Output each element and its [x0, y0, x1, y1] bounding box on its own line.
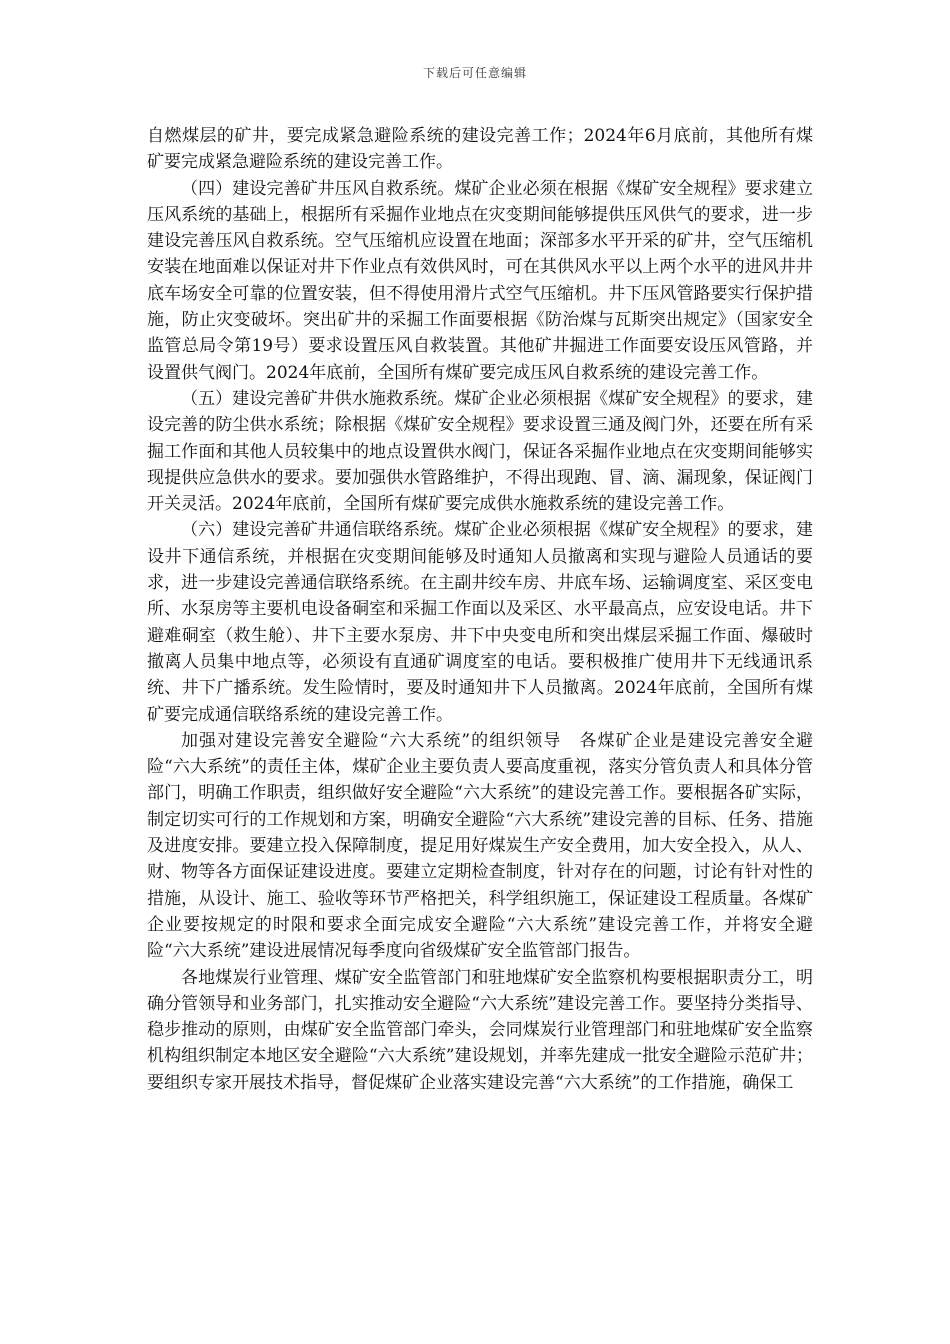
paragraph-2: （四）建设完善矿井压风自救系统。煤矿企业必须在根据《煤矿安全规程》要求建立压风系统的基础上，根据所有采掘作业地点在灾变期间能够提供压风供气的要求，进一步建设完善压风自救系统。空气压缩机应设置在地面；深部多水平开采的矿井，空气压缩机安装在地面难以保证对井下作业点有效供风时，可在其供风水平以上两个水平的进风井井底车场安全可靠的位置安装，但不得使用滑片式空气压缩机。井下压风管路要实行保护措施，防止灾变破坏。突出矿井的采掘工作面要根据《防治煤与瓦斯突出规定》（国家安全监管总局令第19号）要求设置压风自救装置。其他矿井掘进工作面要安设压风管路，并设置供气阀门。2024年底前，全国所有煤矿要完成压风自救系统的建设完善工作。: [147, 178, 813, 383]
paragraph-1: 自燃煤层的矿井，要完成紧急避险系统的建设完善工作；2024年6月底前，其他所有煤矿要完成紧急避险系统的建设完善工作。: [147, 126, 813, 173]
paragraph-6: 各地煤炭行业管理、煤矿安全监管部门和驻地煤矿安全监察机构要根据职责分工，明确分管领导和业务部门，扎实推动安全避险“六大系统”建设完善工作。要坚持分类指导、稳步推动的原则，由煤矿安全监管部门牵头，会同煤炭行业管理部门和驻地煤矿安全监察机构组织制定本地区安全避险“六大系统”建设规划，并率先建成一批安全避险示范矿井；要组织专家开展技术指导，督促煤矿企业落实建设完善“六大系统”的工作措施，确保工: [147, 967, 813, 1093]
paragraph-3: （五）建设完善矿井供水施救系统。煤矿企业必须根据《煤矿安全规程》的要求，建设完善的防尘供水系统；除根据《煤矿安全规程》要求设置三通及阀门外，还要在所有采掘工作面和其他人员较集中的地点设置供水阀门，保证各采掘作业地点在灾变期间能够实现提供应急供水的要求。要加强供水管路维护，不得出现跑、冒、滴、漏现象，保证阀门开关灵活。2024年底前，全国所有煤矿要完成供水施救系统的建设完善工作。: [147, 388, 813, 515]
paragraph-4: （六）建设完善矿井通信联络系统。煤矿企业必须根据《煤矿安全规程》的要求，建设井下通信系统，并根据在灾变期间能够及时通知人员撤离和实现与避险人员通话的要求，进一步建设完善通信联络系统。在主副井绞车房、井底车场、运输调度室、采区变电所、水泵房等主要机电设备硐室和采掘工作面以及采区、水平最高点，应安设电话。井下避难硐室（救生舱）、井下主要水泵房、井下中央变电所和突出煤层采掘工作面、爆破时撤离人员集中地点等，必须设有直通矿调度室的电话。要积极推广使用井下无线通讯系统、井下广播系统。发生险情时，要及时通知井下人员撤离。2024年底前，全国所有煤矿要完成通信联络系统的建设完善工作。: [147, 520, 813, 725]
page-header: 下载后可任意编辑: [422, 66, 527, 80]
document-body: [147, 123, 813, 1096]
paragraph-5: 加强对建设完善安全避险“六大系统”的组织领导 各煤矿企业是建设完善安全避险“六大系统”的责任主体，煤矿企业主要负责人要高度重视，落实分管负责人和具体分管部门，明确工作职责，组织做好安全避险“六大系统”的建设完善工作。要根据各矿实际，制定切实可行的工作规划和方案，明确安全避险“六大系统”建设完善的目标、任务、措施及进度安排。要建立投入保障制度，提足用好煤炭生产安全费用，加大安全投入，从人、财、物等各方面保证建设进度。要建立定期检查制度，针对存在的问题，讨论有针对性的措施，从设计、施工、验收等环节严格把关，科学组织施工，保证建设工程质量。各煤矿企业要按规定的时限和要求全面完成安全避险“六大系统”建设完善工作，并将安全避险“六大系统”建设进展情况每季度向省级煤矿安全监管部门报告。: [147, 730, 813, 962]
